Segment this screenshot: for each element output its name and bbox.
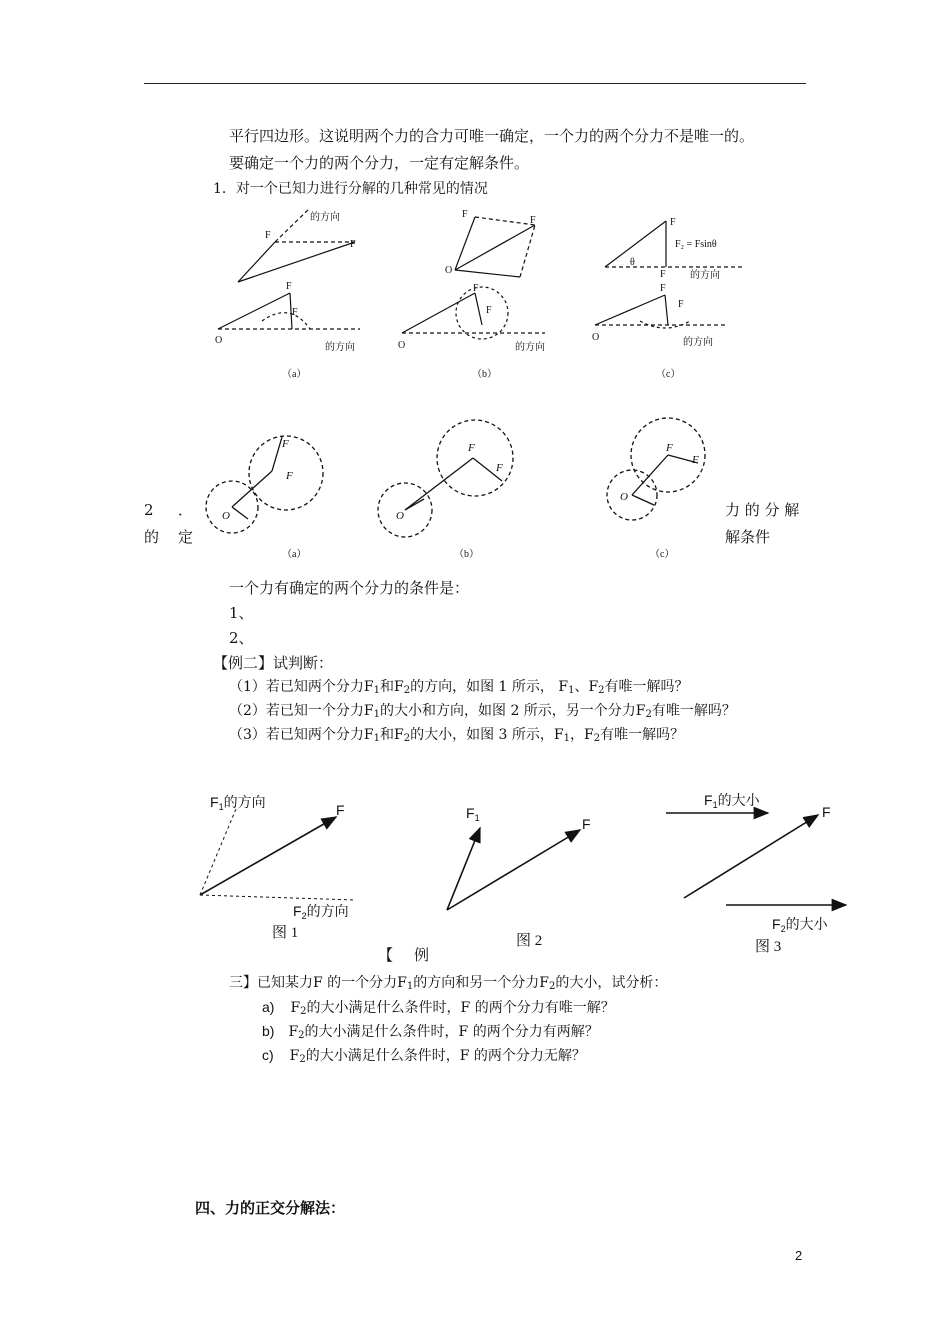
fig2c-f: F bbox=[666, 442, 673, 454]
fig-b-f-label-2: F bbox=[473, 283, 479, 294]
fig-ex3-caption: 图 3 bbox=[755, 939, 782, 955]
section2-left-num: 2 bbox=[144, 501, 154, 519]
example3-lead: 三】已知某力F 的一个分力$F_1$的方向和另一个分力$F_2$的大小，试分析： bbox=[229, 975, 668, 992]
fig-ex3-f2-size-label: $F_2$的大小 bbox=[772, 916, 828, 934]
fig-c-f2-label: F bbox=[678, 299, 684, 310]
fig-ex1-f1-dir bbox=[200, 809, 236, 895]
fig-ex-li: 例 bbox=[414, 948, 430, 964]
decomposition-figure-row1 bbox=[200, 205, 760, 385]
fig-b-top-dash1 bbox=[475, 217, 535, 225]
fig2b-caption: （b） bbox=[454, 549, 479, 560]
fig-c-caption: （c） bbox=[656, 369, 681, 380]
fig-c-bottom-f2 bbox=[665, 295, 668, 325]
example2-q2: （2）若已知一个分力$F_1$的大小和方向，如图 2 所示，另一个分力$F_2$有唯一解吗？ bbox=[229, 703, 736, 720]
fig-b-bottom-f bbox=[402, 293, 475, 333]
section2-right-1: 力 的 分 解 bbox=[725, 501, 800, 519]
fig-c-f1dir-top: 的方向 bbox=[690, 270, 720, 281]
fig-b-f2-label: F bbox=[486, 305, 492, 316]
fig-a-f1-label: F bbox=[265, 230, 271, 241]
section2-left-dot: ． bbox=[178, 501, 194, 519]
fig-c-top-f bbox=[605, 221, 666, 267]
fig-c-o-label: O bbox=[592, 332, 600, 343]
fig-b-top-f bbox=[455, 225, 535, 270]
fig-c-theta-label: θ bbox=[630, 257, 635, 268]
fig-b-top-dash2 bbox=[455, 270, 520, 277]
fig-a-f-label: F bbox=[350, 239, 356, 250]
fig-a-bottom-arc bbox=[262, 313, 310, 329]
fig-a-caption: （a） bbox=[282, 369, 307, 380]
fig-ex2-f1-label: $F_1$ bbox=[466, 805, 480, 823]
fig2a-f2: F bbox=[282, 438, 289, 450]
header-rule bbox=[144, 83, 806, 84]
fig-ex3-f1-size-label: $F_1$的大小 bbox=[704, 792, 760, 810]
fig-a-top-f bbox=[238, 242, 355, 282]
fig2a-o: O bbox=[222, 510, 230, 522]
fig-c-f-label-2: F bbox=[660, 283, 666, 294]
fig-a-f1dir: 的方向 bbox=[325, 342, 355, 353]
conditions-lead: 一个力有确定的两个分力的条件是： bbox=[229, 579, 470, 597]
fig2c-caption: （c） bbox=[650, 549, 675, 560]
fig2b-arrow-1 bbox=[405, 458, 473, 510]
fig2b-big-circle bbox=[437, 420, 513, 496]
fig-b-o-label: O bbox=[445, 265, 453, 276]
example2-title: 【例二】试判断： bbox=[213, 654, 334, 672]
conditions-item-1: 1、 bbox=[229, 604, 254, 622]
fig-ex2-f-label: F bbox=[582, 816, 591, 832]
fig-b-bottom-f2 bbox=[475, 293, 482, 325]
fig2c-f2: F bbox=[692, 454, 699, 466]
decomposition-figure-row2 bbox=[200, 415, 720, 565]
fig-b-f1dir: 的方向 bbox=[515, 342, 545, 353]
fig2c-arrow-3 bbox=[632, 495, 654, 505]
fig2b-f: F bbox=[468, 442, 475, 454]
section2-right-2: 解条件 bbox=[725, 528, 771, 546]
fig-c-f-label: F bbox=[670, 217, 676, 228]
fig-ex-bracket: 【 bbox=[378, 948, 394, 964]
example2-q1: （1）若已知两个分力$F_1$和$F_2$的方向，如图 1 所示， $F_1$、$F_2$有唯一解吗？ bbox=[229, 679, 689, 696]
section4-heading: 四、力的正交分解法： bbox=[195, 1199, 346, 1217]
fig-ex2-f-arrow bbox=[447, 830, 580, 910]
fig-ex1-f2-dir bbox=[200, 895, 355, 900]
fig-c-f1dir: 的方向 bbox=[683, 337, 713, 348]
section2-left-de: 的 bbox=[144, 528, 160, 546]
fig-ex3-f-label: F bbox=[822, 804, 831, 820]
example3-c: c) $F_2$的大小满足什么条件时，F 的两个分力无解？ bbox=[262, 1047, 586, 1065]
fig-c-bottom-f bbox=[595, 295, 665, 325]
fig2a-arrow-3 bbox=[232, 507, 248, 519]
fig-c-f2eq-label: F₂ = Fsinθ bbox=[675, 239, 717, 250]
fig2a-caption: （a） bbox=[282, 549, 307, 560]
example3-b: b) $F_2$的大小满足什么条件时，F 的两个分力有两解？ bbox=[262, 1023, 599, 1041]
section1-heading: 1．对一个已知力进行分解的几种常见的情况 bbox=[213, 181, 488, 197]
fig-b-o2-label: O bbox=[398, 340, 406, 351]
conditions-item-2: 2、 bbox=[229, 629, 254, 647]
fig-ex1-f-label: F bbox=[336, 802, 345, 818]
example-figures bbox=[190, 785, 890, 965]
intro-line-2: 要确定一个力的两个分力，一定有定解条件。 bbox=[229, 154, 530, 172]
fig-ex1-f-arrow bbox=[200, 817, 336, 895]
fig-b-caption: （b） bbox=[472, 369, 497, 380]
fig-ex1-caption: 图 1 bbox=[272, 925, 299, 941]
fig2a-f: F bbox=[286, 470, 293, 482]
fig-ex2-caption: 图 2 bbox=[516, 933, 543, 949]
fig2c-o: O bbox=[620, 491, 628, 503]
fig-b-f1-label: F bbox=[462, 209, 468, 220]
fig-a-f-label-2: F bbox=[286, 281, 292, 292]
fig-b-f-label: F bbox=[530, 215, 536, 226]
fig-b-bottom-circle bbox=[456, 287, 508, 339]
fig2b-arrow-3 bbox=[405, 499, 424, 510]
fig-a-bottom-f bbox=[218, 293, 290, 329]
fig-ex1-f2-dir-label: $F_2$的方向 bbox=[293, 903, 349, 921]
page-number: 2 bbox=[795, 1248, 803, 1263]
fig-c-f1-label: F bbox=[660, 269, 666, 280]
example2-q3: （3）若已知两个分力$F_1$和$F_2$的大小，如图 3 所示，$F_1$，$F_2$有唯一解吗？ bbox=[229, 727, 685, 744]
fig2b-f2: F bbox=[496, 462, 503, 474]
fig-a-top-dash2 bbox=[275, 208, 310, 242]
section2-left-ding: 定 bbox=[178, 528, 194, 546]
fig2a-arrow-2 bbox=[272, 437, 282, 471]
fig-a-f1dir-top: 的方向 bbox=[310, 212, 340, 223]
fig-b-top-f1 bbox=[455, 217, 475, 270]
fig-a-f2-label: F bbox=[292, 307, 298, 318]
fig2a-arrow-1 bbox=[232, 471, 272, 507]
fig-ex1-f1-dir-label: $F_1$的方向 bbox=[210, 794, 266, 812]
fig-ex3-f-arrow bbox=[684, 815, 818, 898]
fig-ex2-f1-arrow bbox=[447, 828, 480, 910]
example3-a: a) $F_2$的大小满足什么条件时，F 的两个分力有唯一解？ bbox=[262, 999, 615, 1017]
fig-a-o-label: O bbox=[215, 335, 223, 346]
fig2b-o: O bbox=[396, 510, 404, 522]
intro-line-1: 平行四边形。这说明两个力的合力可唯一确定，一个力的两个分力不是唯一的。 bbox=[229, 127, 755, 145]
